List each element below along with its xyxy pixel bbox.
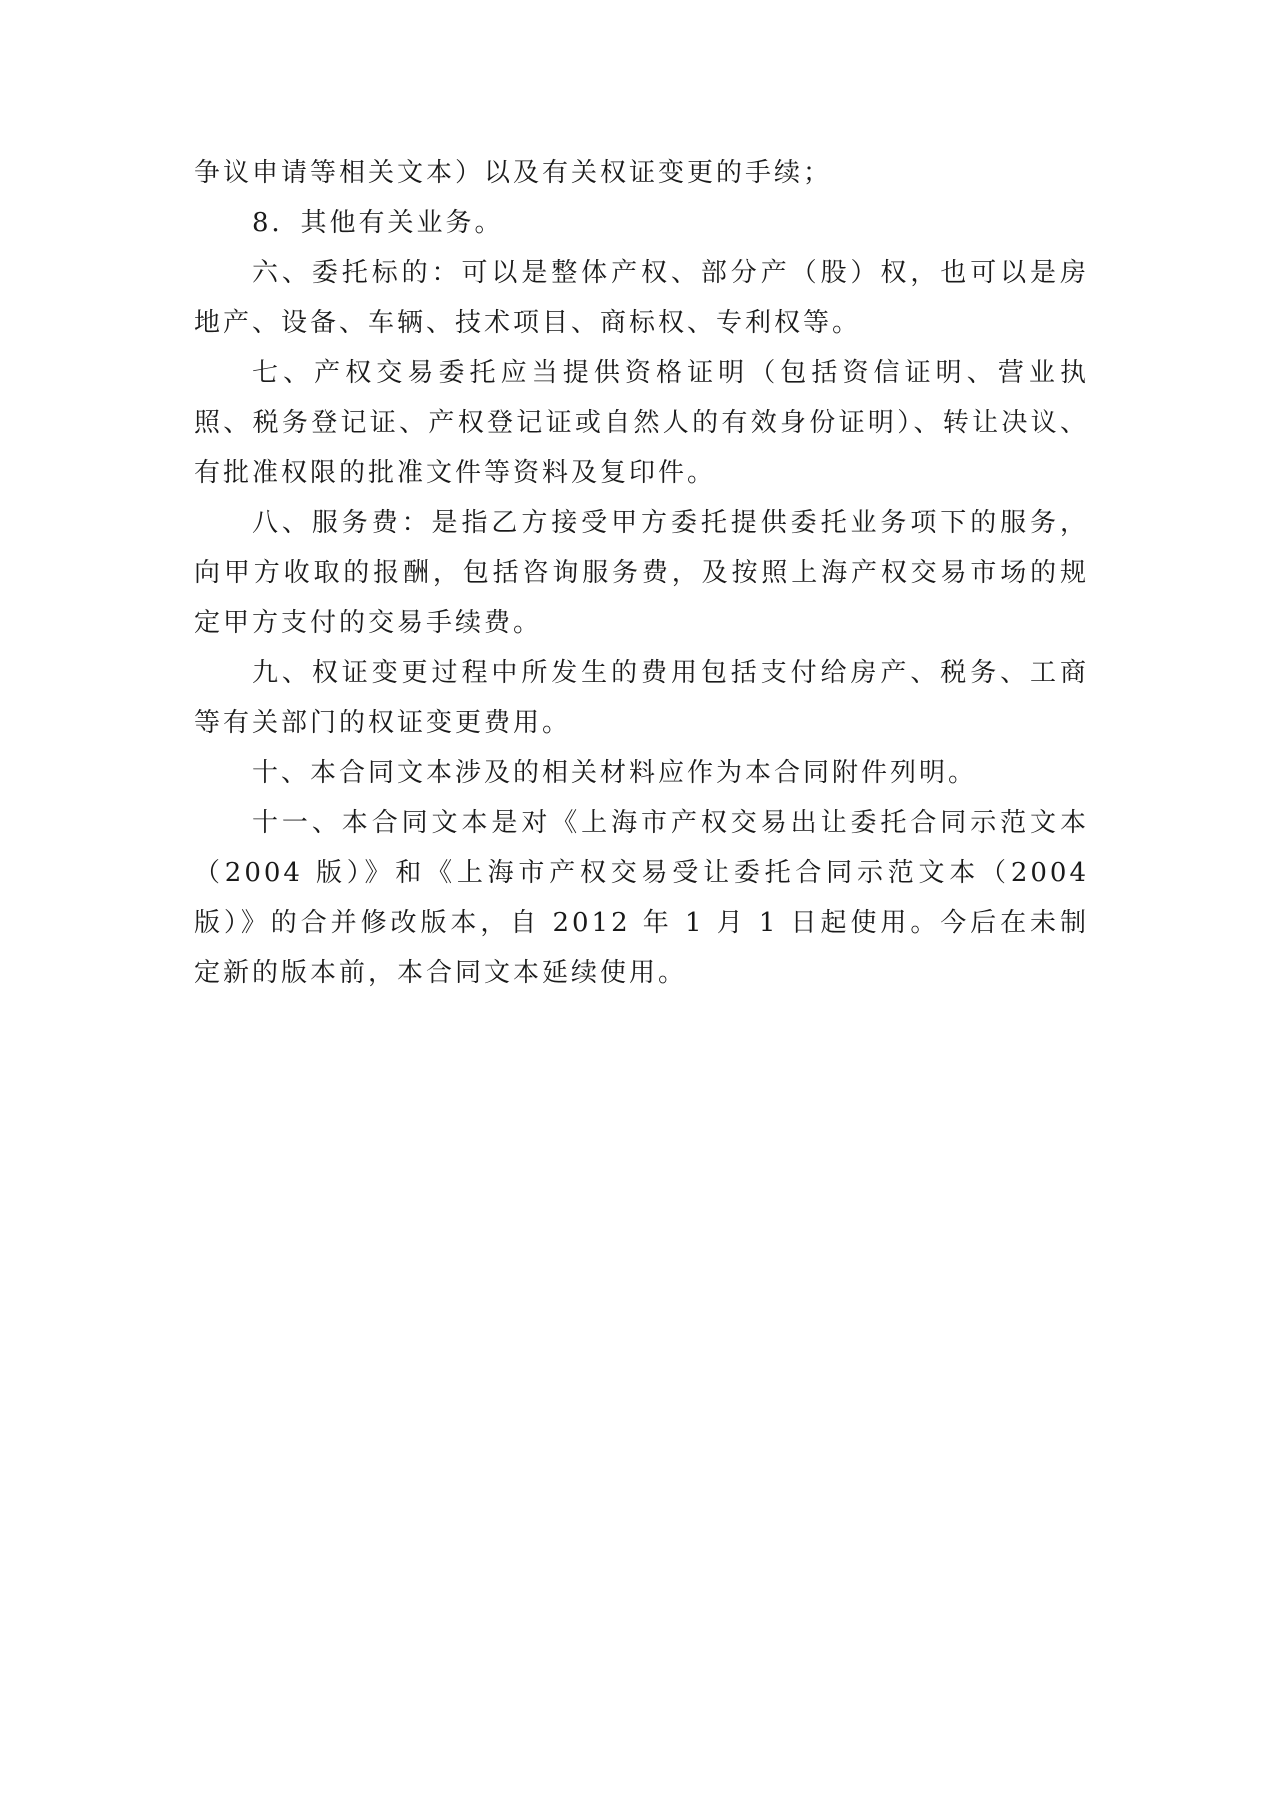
paragraph-continuation: 争议申请等相关文本）以及有关权证变更的手续；: [194, 158, 833, 188]
paragraph-section-9: 九、权证变更过程中所发生的费用包括支付给房产、税务、工商等有关部门的权证变更费用。: [194, 658, 1089, 738]
paragraph-section-7: 七、产权交易委托应当提供资格证明（包括资信证明、营业执照、税务登记证、产权登记证或自然人的有效身份证明）、转让决议、有批准权限的批准文件等资料及复印件。: [194, 358, 1089, 488]
paragraph-section-11: 十一、本合同文本是对《上海市产权交易出让委托合同示范文本（2004 版）》和《上海市产权交易受让委托合同示范文本（2004 版）》的合并修改版本，自 2012 年 1 月 1 日起使用。今后在未制定新的版本前，本合同文本延续使用。: [194, 808, 1089, 988]
paragraph-section-8: 八、服务费：是指乙方接受甲方委托提供委托业务项下的服务，向甲方收取的报酬，包括咨询服务费，及按照上海产权交易市场的规定甲方支付的交易手续费。: [194, 508, 1089, 638]
paragraph-section-10: 十、本合同文本涉及的相关材料应作为本合同附件列明。: [252, 758, 978, 788]
paragraph-section-6: 六、委托标的：可以是整体产权、部分产（股）权，也可以是房地产、设备、车辆、技术项目、商标权、专利权等。: [194, 258, 1089, 338]
paragraph-item-8: 8．其他有关业务。: [252, 208, 504, 238]
document-body: [194, 148, 1089, 998]
